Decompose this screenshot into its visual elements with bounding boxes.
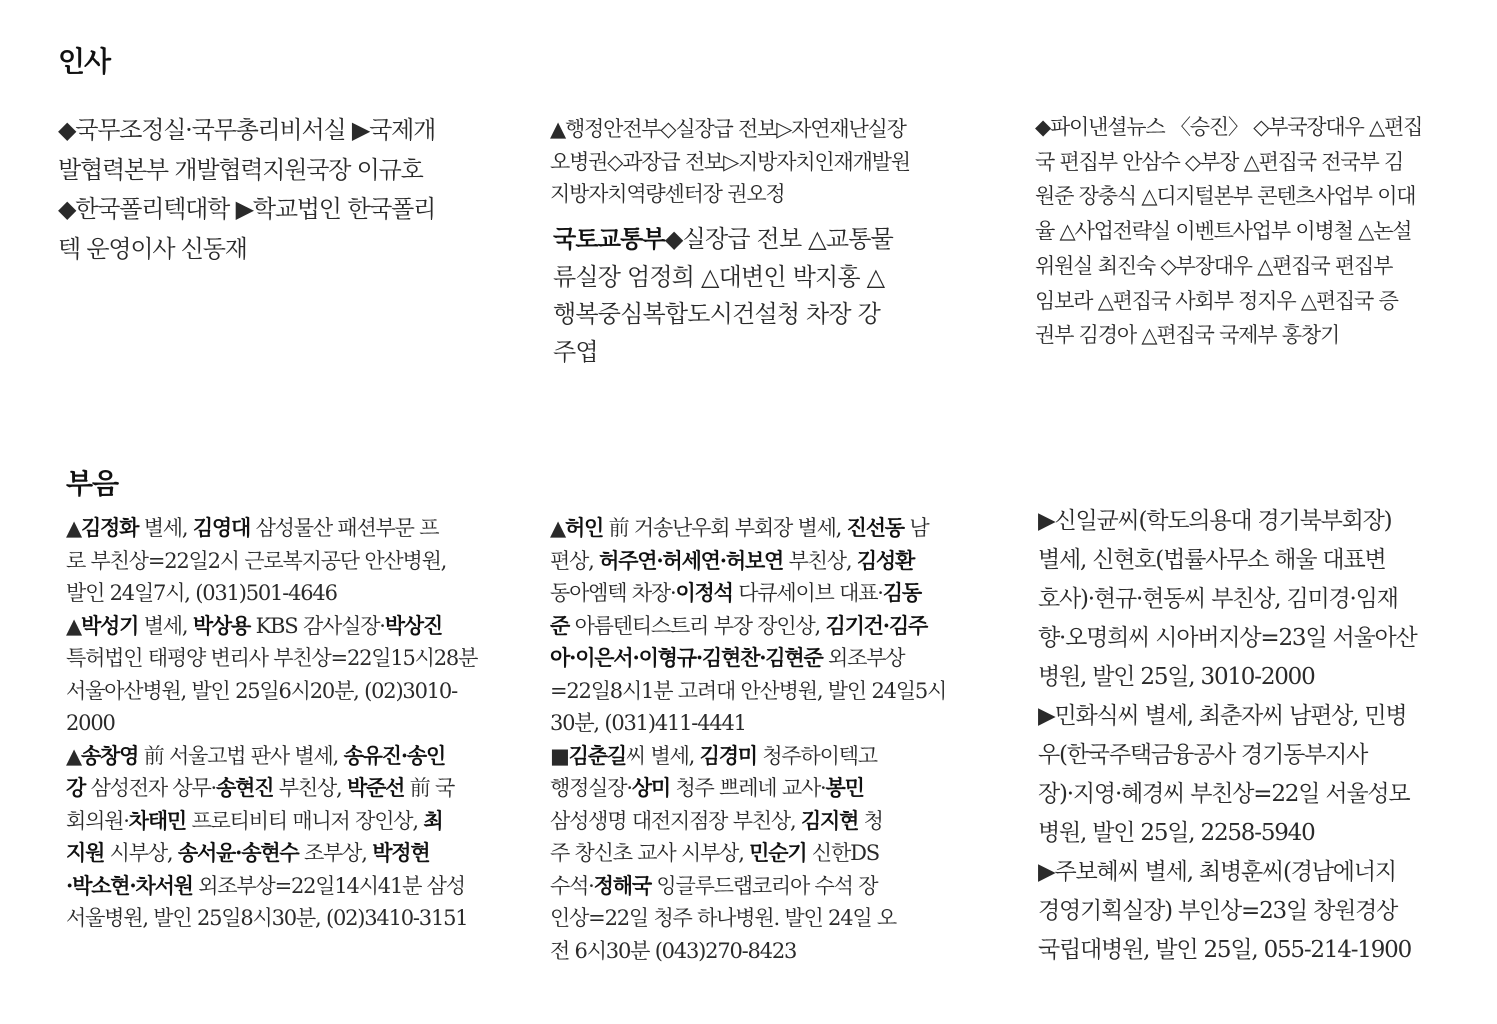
insa-column-2b: [553, 221, 893, 371]
text-line: 위원실 최진숙 ◇부장대우 △편집국 편집부: [1035, 253, 1393, 278]
person-name: 민순기: [749, 840, 807, 865]
text-line: [66, 512, 477, 545]
text-span: 다큐세이브 대표·: [732, 581, 883, 605]
text-span: 별세,: [138, 516, 193, 540]
text-line: 행복중심복합도시건설청 차장 강: [553, 300, 881, 328]
text-line: [550, 805, 946, 838]
bullet: ■: [550, 743, 569, 768]
person-name: 준: [550, 612, 570, 638]
bueum-column-2: [550, 512, 946, 967]
text-span: 청주 쁘레네 교사·: [670, 776, 826, 800]
person-name: 상미: [631, 775, 670, 800]
text-span: 프로티비티 매니저 장인상,: [186, 808, 424, 833]
insa-column-2a: [550, 113, 910, 211]
text-line: 국립대병원, 발인 25일, 055-214-1900: [1038, 937, 1412, 963]
person-name: 정해국: [593, 872, 651, 898]
text-line: 서울아산병원, 발인 25일6시20분, (02)3010-: [66, 678, 457, 703]
text-line: 주엽: [553, 337, 598, 366]
text-line: 특허법인 태평양 변리사 부친상=22일15시28분: [66, 646, 478, 670]
text-line: 국 편집부 안삼수 ◇부장 △편집국 전국부 김: [1035, 149, 1404, 174]
text-span: 조부상,: [298, 841, 373, 865]
person-name: 이정석: [675, 580, 733, 605]
person-name: 김동: [882, 580, 921, 605]
person-name: 김정화: [80, 515, 139, 540]
text-line: [553, 221, 893, 259]
text-line: 전 6시30분 (043)270-8423: [550, 938, 797, 963]
text-line: 발협력본부 개발협력지원국장 이규호: [58, 155, 423, 184]
text-span: 부친상,: [783, 548, 857, 573]
person-name: 박상용: [192, 612, 251, 638]
text-span: 잉글루드랩코리아 수석 장: [650, 873, 878, 898]
text-span: 남: [903, 516, 929, 540]
text-line: ▶민화식씨 별세, 최춘자씨 남편상, 민병: [1038, 703, 1407, 729]
text-span: 前 서울고법 판사 별세,: [138, 743, 344, 768]
text-line: 병원, 발인 25일, 3010-2000: [1038, 664, 1315, 690]
text-line: 오병권◇과장급 전보▷지방자치인재개발원: [550, 149, 910, 174]
person-name: 박준선: [347, 775, 405, 800]
person-name: 박상진: [384, 612, 443, 638]
text-line: 장)·지영·혜경씨 부친상=22일 서울성모: [1038, 781, 1410, 807]
text-line: 별세, 신현호(법률사무소 해울 대표변: [1038, 547, 1386, 573]
text-line: 류실장 엄정희 △대변인 박지홍 △: [553, 262, 885, 291]
bueum-column-3: [1038, 502, 1417, 970]
text-line: ▶주보혜씨 별세, 최병훈씨(경남에너지: [1038, 859, 1396, 885]
person-name: 박정현: [372, 840, 430, 865]
person-name: 김경미: [699, 742, 757, 768]
text-line: [66, 772, 477, 805]
text-span: 씨 별세,: [625, 743, 700, 768]
person-name: 김영대: [192, 515, 251, 540]
text-span: 前 거송난우회 부회장 별세,: [603, 516, 847, 540]
person-name: 박성기: [80, 612, 139, 638]
text-span: 청: [858, 808, 883, 833]
text-line: [550, 512, 946, 545]
section-title-insa: 인사: [58, 45, 111, 78]
text-line: 우(한국주택금융공사 경기동부지사: [1038, 742, 1368, 768]
text-line: ▲행정안전부◇실장급 전보▷자연재난실장: [550, 117, 906, 141]
text-span: 별세,: [138, 613, 193, 638]
text-line: [66, 837, 477, 870]
person-name: 송서윤·송현수: [177, 840, 299, 865]
text-line: 향·오명희씨 시아버지상=23일 서울아산: [1038, 625, 1417, 651]
text-span: 주 창신초 교사 시부상,: [550, 841, 750, 865]
text-line: [550, 772, 946, 805]
text-line: ▶신일균씨(학도의용대 경기북부회장): [1038, 508, 1392, 534]
person-name: 김춘길: [568, 742, 626, 768]
insa-column-1: [58, 111, 435, 269]
text-line: 호사)·현규·현동씨 부친상, 김미경·임재: [1038, 586, 1398, 612]
text-line: 지방자치역량센터장 권오정: [550, 182, 785, 206]
text-line: 권부 김경아 △편집국 국제부 홍창기: [1035, 323, 1340, 348]
person-name: 송창영: [80, 742, 139, 768]
text-line: 원준 장충식 △디지털본부 콘텐츠사업부 이대: [1035, 184, 1416, 209]
text-span: KBS 감사실장·: [250, 613, 385, 638]
text-line: [66, 740, 477, 773]
text-line: [550, 610, 946, 643]
person-name: 봉민: [825, 775, 864, 800]
text-line: 발인 24일7시, (031)501-4646: [66, 581, 337, 605]
person-name: 차태민: [128, 807, 186, 833]
text-line: [550, 740, 946, 773]
person-name: ·박소현·차서원: [66, 872, 193, 898]
bullet: ▲: [66, 613, 81, 638]
bullet: ▲: [66, 743, 81, 768]
person-name: 송유진·송인: [343, 742, 446, 768]
text-line: 로 부친상=22일2시 근로복지공단 안산병원,: [66, 548, 447, 573]
person-name: 김지현: [800, 807, 859, 833]
text-line: [550, 837, 946, 870]
person-name: 송현진: [216, 775, 274, 800]
person-name: 지원: [66, 840, 105, 865]
text-span: 삼성전자 상무·: [85, 776, 217, 800]
text-line: [550, 642, 946, 675]
text-span: 삼성생명 대전지점장 부친상,: [550, 808, 801, 833]
text-line: [550, 577, 946, 610]
text-span: 前 국: [404, 776, 455, 800]
text-span: 부친상,: [273, 776, 347, 800]
text-line: 경영기획실장) 부인상=23일 창원경상: [1038, 898, 1398, 924]
text-span: 동아엠텍 차장·: [550, 581, 676, 605]
text-span: 수석·: [550, 873, 594, 898]
text-span: 행정실장·: [550, 776, 632, 800]
text-line: ◆한국폴리텍대학 ▶학교법인 한국폴리: [58, 195, 436, 223]
text-span: 외조부상: [822, 646, 905, 670]
text-span: 편상,: [550, 548, 600, 573]
text-line: [66, 610, 477, 643]
section-title-bueum: 부음: [66, 467, 119, 500]
text-span: 외조부상=22일14시41분 삼성: [192, 873, 465, 898]
text-line: 인상=22일 청주 하나병원. 발인 24일 오: [550, 906, 897, 930]
person-name: 강: [66, 775, 86, 800]
text-span: ◆실장급 전보 △교통물: [664, 225, 893, 253]
text-line: 텍 운영이사 신동재: [58, 234, 247, 263]
person-name: 김기건·김주: [825, 612, 928, 638]
text-line: ◆국무조정실·국무총리비서실 ▶국제개: [58, 116, 436, 144]
text-line: ◆파이낸셜뉴스 〈승진〉 ◇부국장대우 △편집: [1035, 115, 1423, 139]
text-line: 병원, 발인 25일, 2258-5940: [1038, 820, 1315, 846]
text-line: [550, 870, 946, 903]
person-name: 허인: [564, 515, 604, 540]
person-name: 아·이은서·이형규·김현찬·김현준: [550, 645, 823, 670]
text-span: 청주하이텍고: [756, 743, 877, 768]
bullet: ▲: [66, 516, 81, 540]
text-line: 2000: [66, 711, 115, 735]
person-name: 김성환: [856, 547, 915, 573]
text-span: 회의원·: [66, 808, 129, 833]
text-line: 서울병원, 발인 25일8시30분, (02)3410-3151: [66, 906, 468, 930]
text-span: 삼성물산 패션부문 프: [250, 516, 439, 540]
text-line: 30분, (031)411-4441: [550, 711, 746, 735]
text-span: 시부상,: [104, 841, 178, 865]
text-line: [66, 805, 477, 838]
text-line: [66, 870, 477, 903]
org-name: 국토교통부: [553, 225, 665, 253]
text-line: [550, 545, 946, 578]
bullet: ▲: [550, 516, 565, 540]
text-span: 신한DS: [806, 841, 879, 865]
text-span: 아름텐티스트리 부장 장인상,: [569, 613, 826, 638]
person-name: 최: [423, 807, 443, 833]
person-name: 허주연·허세연·허보연: [599, 547, 784, 573]
bueum-column-1: [66, 512, 477, 935]
text-line: 임보라 △편집국 사회부 정지우 △편집국 증: [1035, 288, 1398, 313]
text-line: 율 △사업전략실 이벤트사업부 이병철 △논설: [1035, 219, 1412, 244]
text-line: =22일8시1분 고려대 안산병원, 발인 24일5시: [550, 678, 947, 703]
insa-column-3: [1035, 110, 1422, 353]
person-name: 진선동: [846, 515, 904, 540]
